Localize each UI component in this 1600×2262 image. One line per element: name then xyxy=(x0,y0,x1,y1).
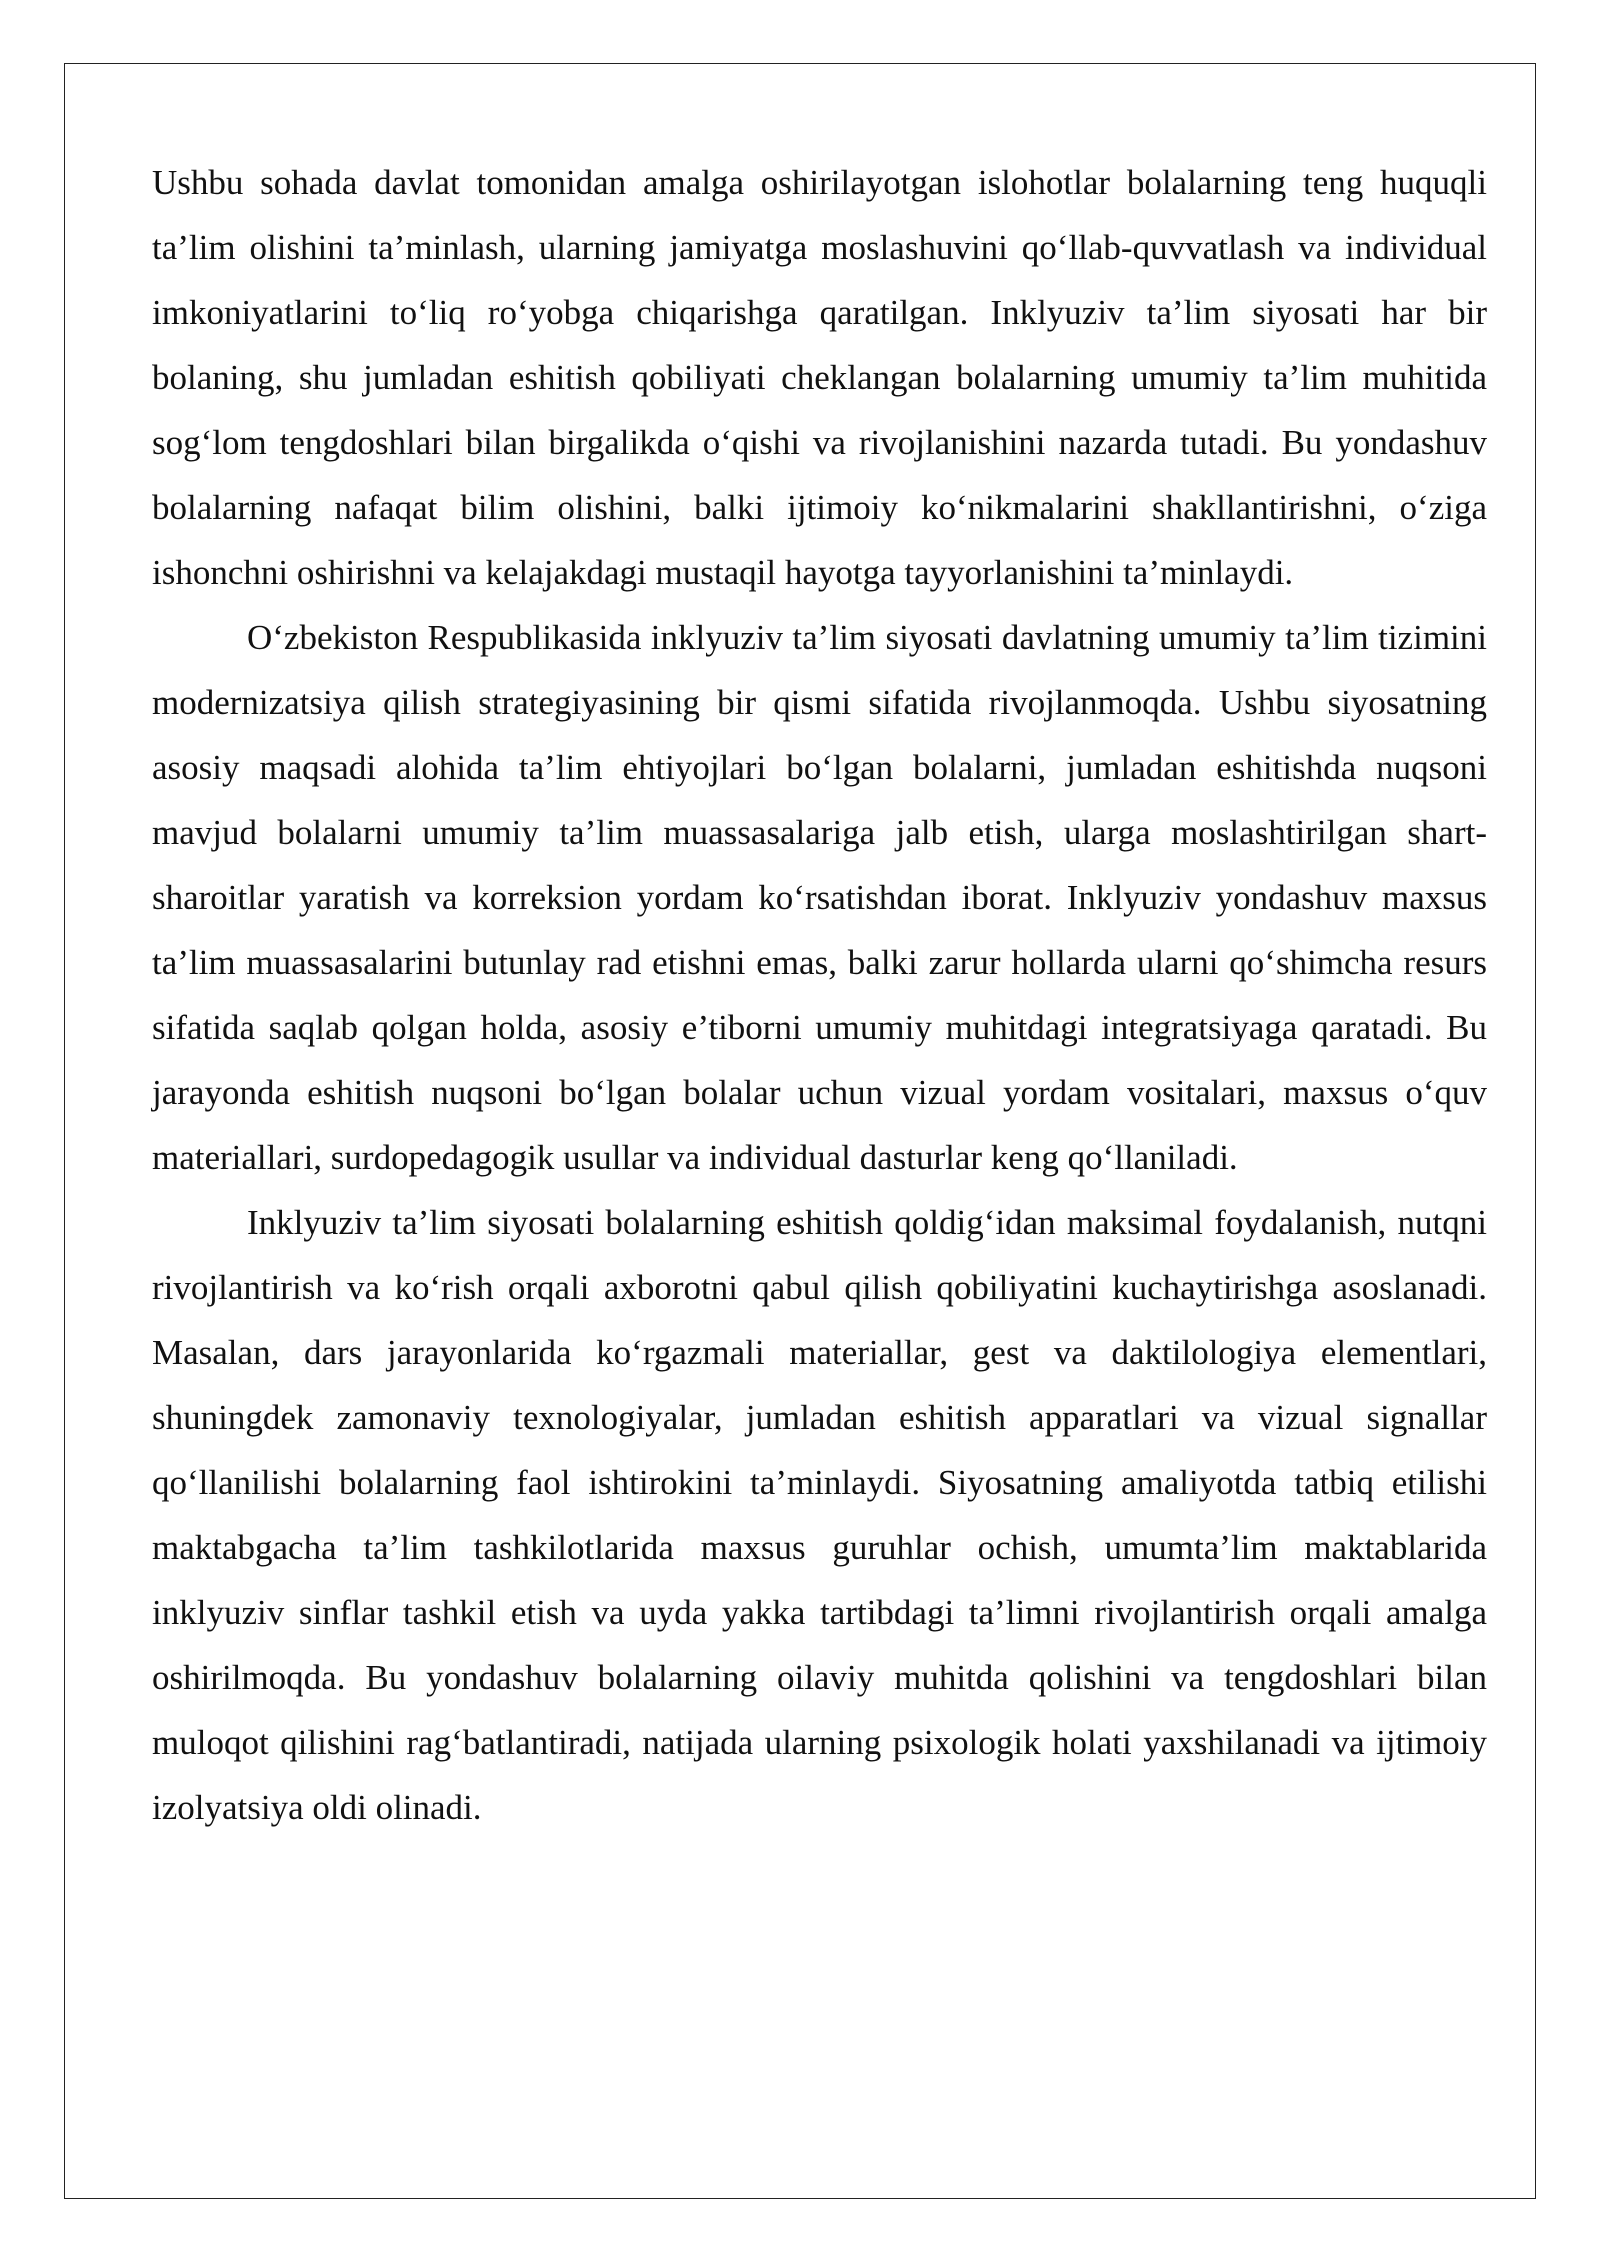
paragraph-2: O‘zbekiston Respublikasida inklyuziv ta’lim siyosati davlatning umumiy ta’lim tizimini modernizatsiya qilish strategiyasining bir qismi sifatida rivojlanmoqda. Ushbu siyosatning asosiy maqsadi alohida ta’lim ehtiyojlari bo‘lgan bolalarni, jumladan eshitishda nuqsoni mavjud bolalarni umumiy ta’lim muassasalariga jalb etish, ularga moslashtirilgan shart-sharoitlar yaratish va korreksion yordam ko‘rsatishdan iborat. Inklyuziv yondashuv maxsus ta’lim muassasalarini butunlay rad etishni emas, balki zarur hollarda ularni qo‘shimcha resurs sifatida saqlab qolgan holda, asosiy e’tiborni umumiy muhitdagi integratsiyaga qaratadi. Bu jarayonda eshitish nuqsoni bo‘lgan bolalar uchun vizual yordam vositalari, maxsus o‘quv materiallari, surdopedagogik usullar va individual dasturlar keng qo‘llaniladi. xyxy=(152,618,1487,1177)
paragraph-3: Inklyuziv ta’lim siyosati bolalarning eshitish qoldig‘idan maksimal foydalanish, nutqni rivojlantirish va ko‘rish orqali axborotni qabul qilish qobiliyatini kuchaytirishga asoslanadi. Masalan, dars jarayonlarida ko‘rgazmali materiallar, gest va daktilologiya elementlari, shuningdek zamonaviy texnologiyalar, jumladan eshitish apparatlari va vizual signallar qo‘llanilishi bolalarning faol ishtirokini ta’minlaydi. Siyosatning amaliyotda tatbiq etilishi maktabgacha ta’lim tashkilotlarida maxsus guruhlar ochish, umumta’lim maktablarida inklyuziv sinflar tashkil etish va uyda yakka tartibdagi ta’limni rivojlantirish orqali amalga oshirilmoqda. Bu yondashuv bolalarning oilaviy muhitda qolishini va tengdoshlari bilan muloqot qilishini rag‘batlantiradi, natijada ularning psixologik holati yaxshilanadi va ijtimoiy izolyatsiya oldi olinadi. xyxy=(152,1203,1487,1827)
document-body xyxy=(152,150,1487,1840)
paragraph-1: Ushbu sohada davlat tomonidan amalga oshirilayotgan islohotlar bolalarning teng huquqli ta’lim olishini ta’minlash, ularning jamiyatga moslashuvini qo‘llab-quvvatlash va individual imkoniyatlarini to‘liq ro‘yobga chiqarishga qaratilgan. Inklyuziv ta’lim siyosati har bir bolaning, shu jumladan eshitish qobiliyati cheklangan bolalarning umumiy ta’lim muhitida sog‘lom tengdoshlari bilan birgalikda o‘qishi va rivojlanishini nazarda tutadi. Bu yondashuv bolalarning nafaqat bilim olishini, balki ijtimoiy ko‘nikmalarini shakllantirishni, o‘ziga ishonchni oshirishni va kelajakdagi mustaqil hayotga tayyorlanishini ta’minlaydi. xyxy=(152,163,1487,592)
